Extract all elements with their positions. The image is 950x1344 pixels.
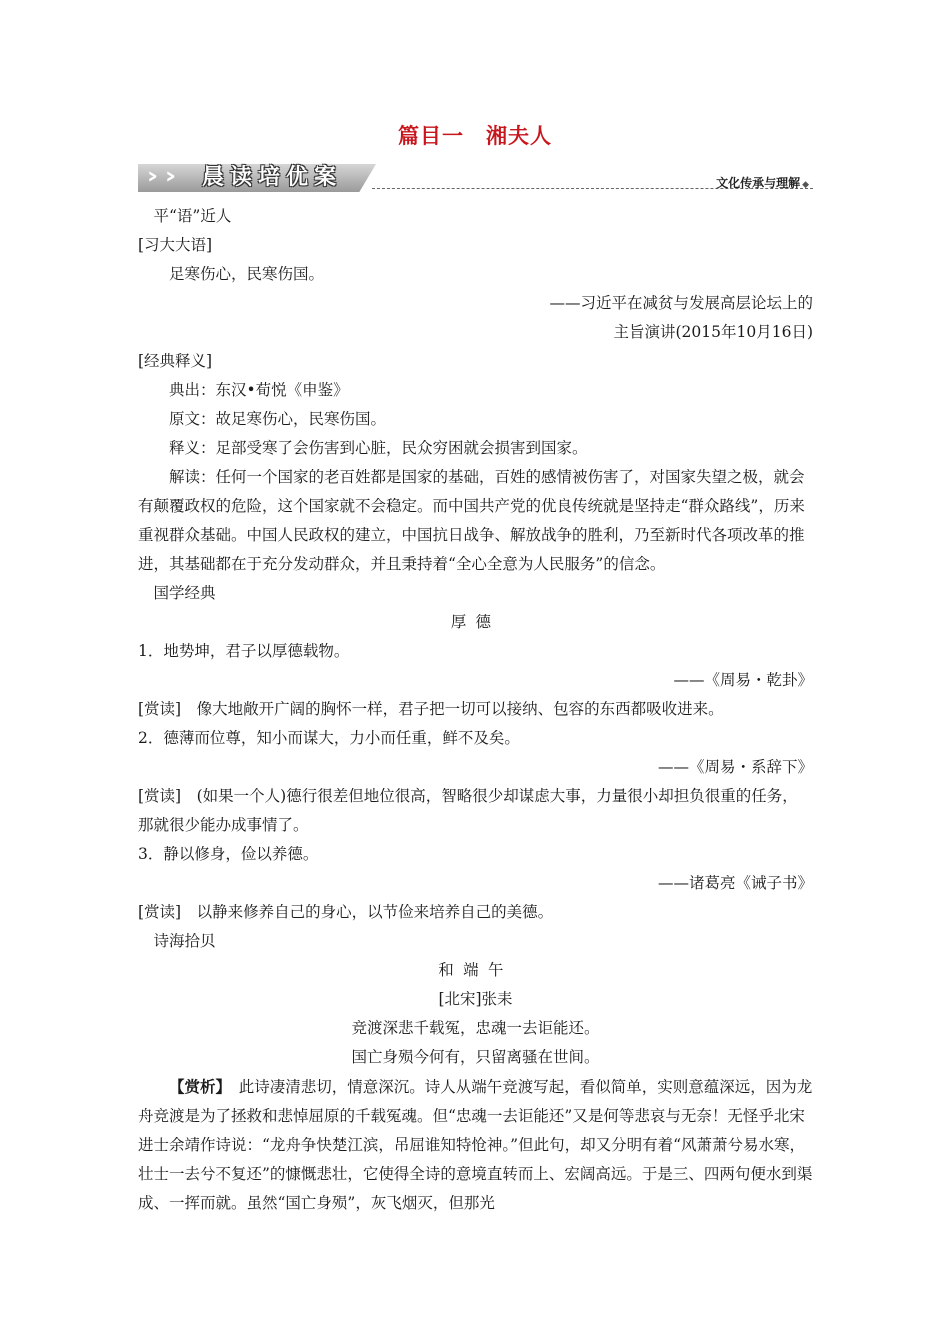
appreciation-text: [赏读] (如果一个人)德行很差但地位很高，智略很少却谋虑大事，力量很小却担负很重的任务，那就很少能办成事情了。 bbox=[138, 787, 798, 834]
theme-title: 厚德 bbox=[450, 613, 501, 631]
poem-title: 和端午 bbox=[438, 961, 513, 979]
analysis-text: 此诗凄清悲切，情意深沉。诗人从端午竞渡写起，看似简单，实则意蕴深远，因为龙舟竞渡是为了拯救和悲悼屈原的千载冤魂。但“忠魂一去讵能还”又是何等悲哀与无奈！无怪乎北宋进士余靖作诗说：“龙舟争快楚江滨，吊屈谁知特怆神。”但此句，却又分明有着“风萧萧兮易水寒，壮士一去兮不复还”的慷慨悲壮，它使得全诗的意境直转而上、宏阔高远。于是三、四两句便水到渠成、一挥而就。虽然“国亡身殒”，灰飞烟灭，但那光 bbox=[138, 1078, 813, 1212]
classic-source: ——《周易・系辞下》 bbox=[657, 758, 813, 776]
quote-text: 足寒伤心，民寒伤国。 bbox=[169, 265, 325, 283]
section-heading: 国学经典 bbox=[153, 584, 216, 602]
analysis-paragraph bbox=[138, 1072, 813, 1218]
appreciation-text: [赏读] 以静来修养自己的身心，以节俭来培养自己的美德。 bbox=[138, 903, 554, 921]
chevron-right-icon: › bbox=[164, 164, 177, 189]
sub-heading: [习大大语] bbox=[138, 236, 213, 254]
document-body bbox=[138, 202, 813, 1218]
poem-line: 竞渡深悲千载冤，忠魂一去讵能还。 bbox=[351, 1019, 600, 1037]
poem-line: 国亡身殒今何有，只留离骚在世间。 bbox=[351, 1048, 600, 1066]
explanation-text: 释义：足部受寒了会伤害到心脏，民众穷困就会损害到国家。 bbox=[169, 439, 588, 457]
section-banner bbox=[138, 160, 813, 196]
classic-item: 1．地势坤，君子以厚德载物。 bbox=[138, 642, 350, 660]
section-heading: 平“语”近人 bbox=[153, 207, 232, 225]
analysis-label: 【赏析】 bbox=[169, 1077, 224, 1096]
original-text: 原文：故足寒伤心，民寒伤国。 bbox=[169, 410, 387, 428]
page-title: 篇目一 湘夫人 bbox=[398, 123, 552, 148]
quote-source: 主旨演讲(2015年10月16日) bbox=[613, 323, 813, 341]
classic-source: ——诸葛亮《诫子书》 bbox=[657, 874, 813, 892]
banner-category bbox=[716, 174, 809, 191]
quote-source: ——习近平在减贫与发展高层论坛上的 bbox=[549, 294, 813, 312]
origin-text: 典出：东汉•荀悦《申鉴》 bbox=[169, 381, 349, 399]
chevron-right-icon: › bbox=[146, 164, 159, 189]
interpretation-paragraph: 解读：任何一个国家的老百姓都是国家的基础，百姓的感情被伤害了，对国家失望之极，就会有颠覆政权的危险，这个国家就不会稳定。而中国共产党的优良传统就是坚持走“群众路线”，历来重视群众基础。中国人民政权的建立，中国抗日战争、解放战争的胜利，乃至新时代各项改革的推进，其基础都在于充分发动群众，并且秉持着“全心全意为人民服务”的信念。 bbox=[138, 468, 805, 573]
diamond-icon: ◆ bbox=[802, 180, 809, 190]
sub-heading: [经典释义] bbox=[138, 352, 213, 370]
poem-author: [北宋]张耒 bbox=[438, 990, 513, 1008]
appreciation-text: [赏读] 像大地敞开广阔的胸怀一样，君子把一切可以接纳、包容的东西都吸收进来。 bbox=[138, 700, 724, 718]
banner-label: 晨读培优案 bbox=[202, 165, 343, 190]
section-heading: 诗海拾贝 bbox=[153, 932, 216, 950]
classic-item: 2．德薄而位尊，知小而谋大，力小而任重，鲜不及矣。 bbox=[138, 729, 520, 747]
classic-item: 3．静以修身，俭以养德。 bbox=[138, 845, 319, 863]
banner-category-text: 文化传承与理解 bbox=[716, 176, 801, 190]
classic-source: ——《周易・乾卦》 bbox=[673, 671, 813, 689]
